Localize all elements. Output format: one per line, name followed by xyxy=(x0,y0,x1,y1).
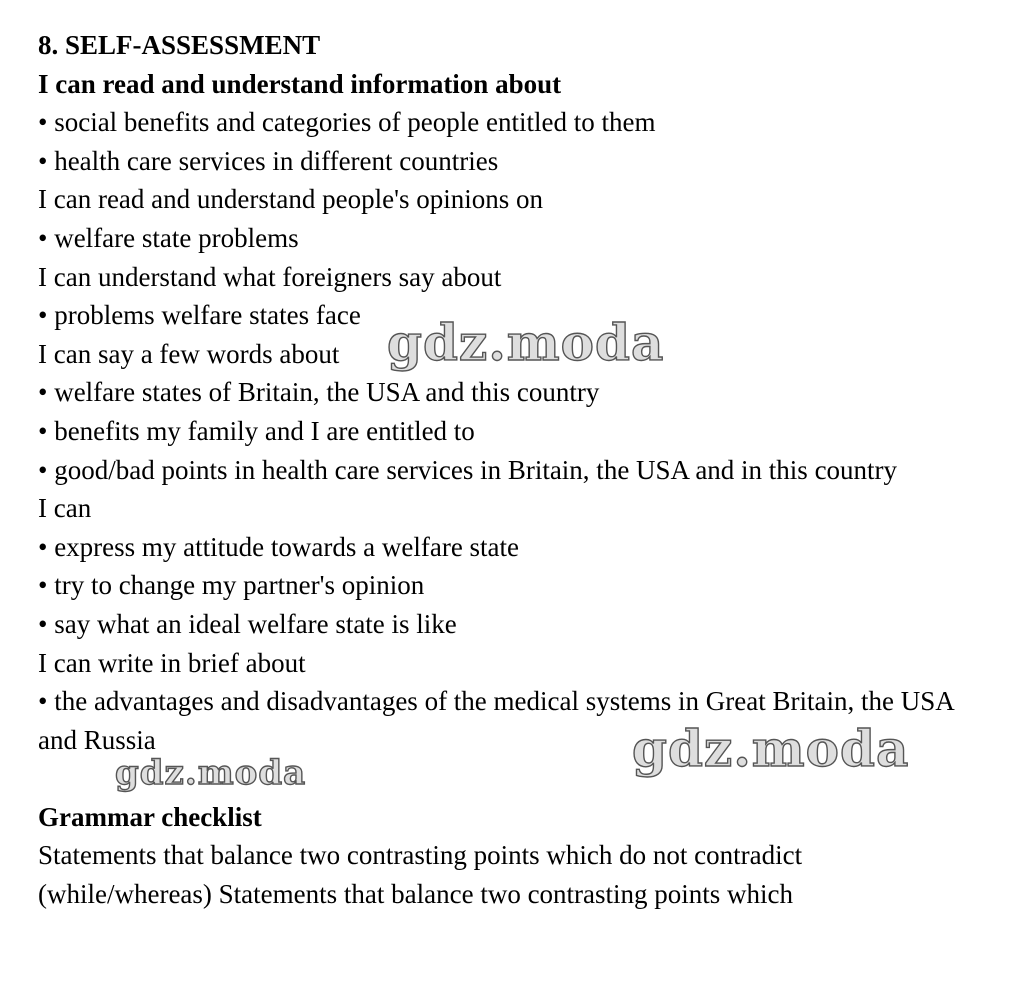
list-item: • say what an ideal welfare state is like xyxy=(38,608,457,639)
section-title: 8. SELF-ASSESSMENT xyxy=(38,30,321,60)
list-item: • the advantages and disadvantages of the medical systems in Great Britain, the USA and Russia xyxy=(38,686,954,755)
watermark-logo: gdz.moda xyxy=(632,719,910,778)
watermark-logo: gdz.moda xyxy=(115,753,307,793)
list-item: • welfare states of Britain, the USA and this country xyxy=(38,377,600,408)
list-item: • benefits my family and I are entitled to xyxy=(38,415,475,446)
subheading: I can write in brief about xyxy=(38,647,306,678)
heading-read-information: I can read and understand information about xyxy=(38,68,562,99)
grammar-heading: Grammar checklist xyxy=(38,801,262,832)
subheading: I can xyxy=(38,493,92,524)
list-item: • welfare state problems xyxy=(38,222,299,253)
list-item: • good/bad points in health care services in Britain, the USA and in this country xyxy=(38,454,898,485)
grammar-text: Statements that balance two contrasting points which do not contradict (while/whereas) Statements that balance two contrasting points which xyxy=(38,840,803,910)
subheading: I can say a few words about xyxy=(38,338,340,369)
subheading: I can understand what foreigners say about xyxy=(38,261,502,292)
watermark-logo: gdz.moda xyxy=(387,313,665,372)
list-item: • problems welfare states face xyxy=(38,300,361,331)
list-item: • social benefits and categories of people entitled to them xyxy=(38,107,656,138)
list-item: • express my attitude towards a welfare state xyxy=(38,531,520,562)
subheading: I can read and understand people's opinions on xyxy=(38,184,543,215)
list-item: • try to change my partner's opinion xyxy=(38,570,425,601)
list-item: • health care services in different countries xyxy=(38,145,499,176)
